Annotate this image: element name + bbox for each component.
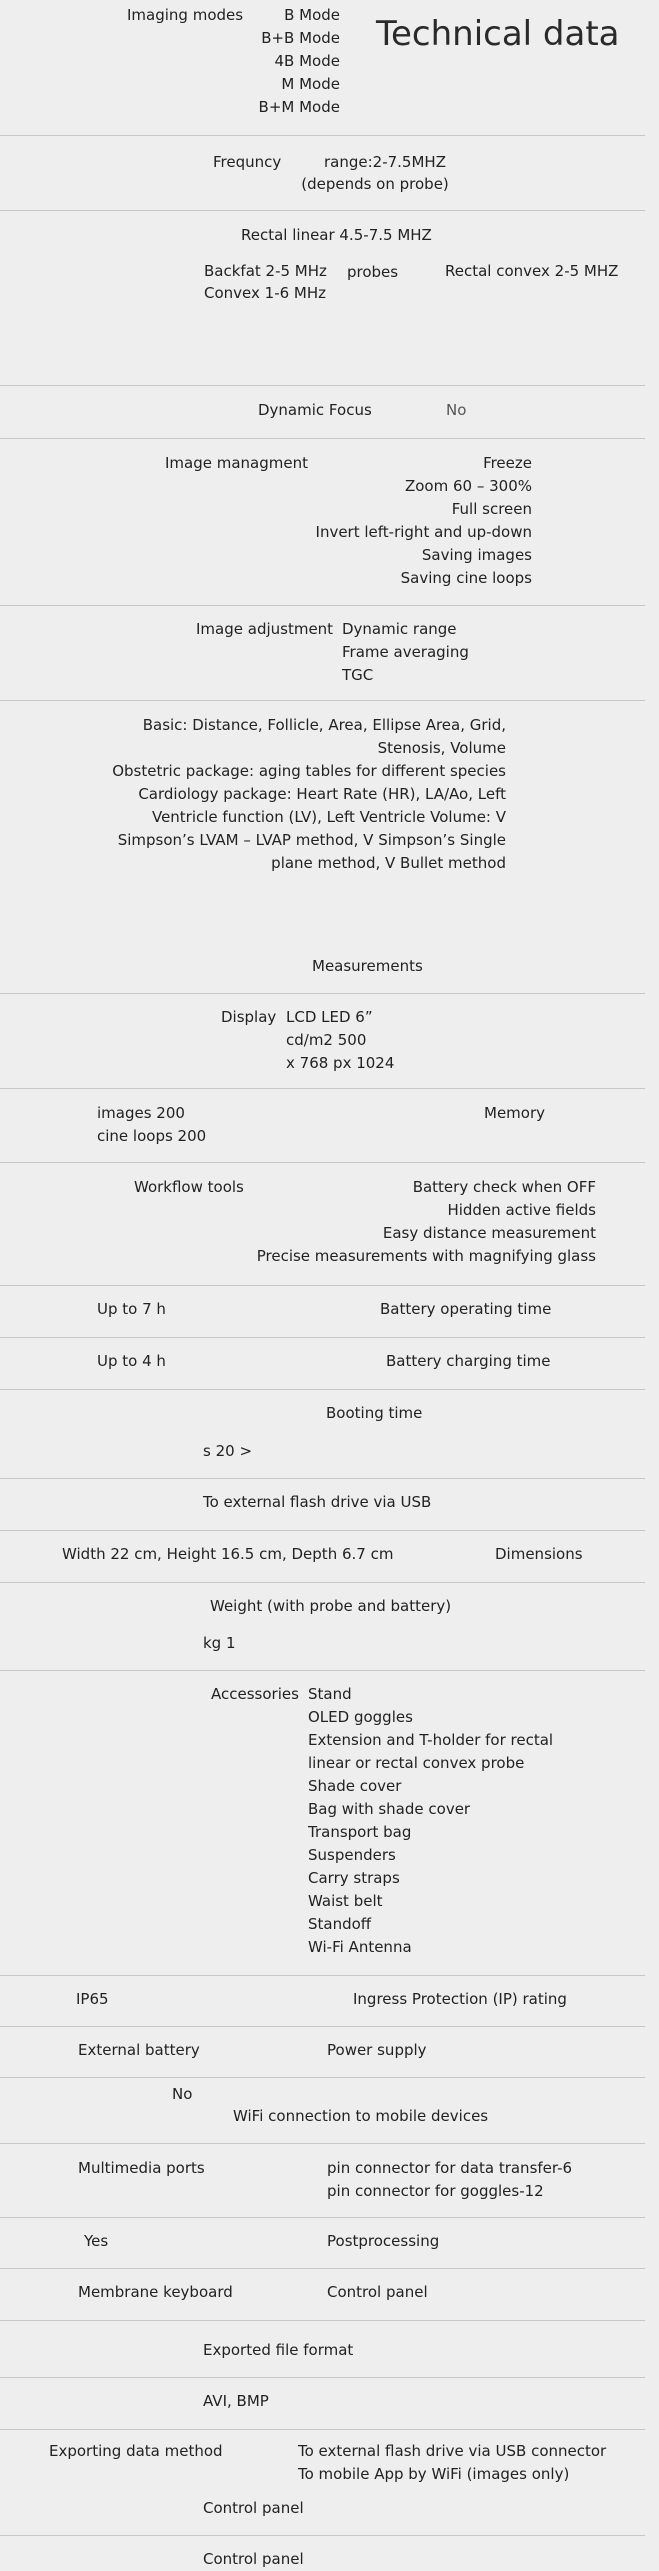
- accessory-item: linear or rectal convex probe: [308, 1754, 525, 1772]
- measurements-line: Basic: Distance, Follicle, Area, Ellipse Area, Grid,: [142, 716, 506, 734]
- display-label: Display: [221, 1008, 277, 1026]
- weight-label: Weight (with probe and battery): [210, 1597, 452, 1615]
- ip-rating-value: IP65: [76, 1990, 109, 2008]
- weight-value: kg 1: [203, 1634, 236, 1652]
- battery-charging-label: Battery charging time: [386, 1352, 551, 1370]
- display-item: cd/m2 500: [286, 1031, 367, 1049]
- divider: [0, 605, 645, 606]
- accessory-item: Waist belt: [308, 1892, 383, 1910]
- image-management-item: Zoom 60 – 300%: [404, 477, 532, 495]
- probe-rectal-linear: Rectal linear 4.5-7.5 MHZ: [241, 226, 432, 244]
- image-adjustment-list: [342, 618, 469, 687]
- frequency-note: (depends on probe): [301, 175, 449, 193]
- imaging-modes-list: [200, 4, 340, 119]
- ip-rating-label: Ingress Protection (IP) rating: [353, 1990, 567, 2008]
- image-adjustment-item: Dynamic range: [342, 620, 457, 638]
- memory-item: images 200: [97, 1104, 185, 1122]
- accessory-item: Bag with shade cover: [308, 1800, 471, 1818]
- display-item: LCD LED 6”: [286, 1008, 373, 1026]
- frequency-range: range:2-7.5MHZ: [324, 153, 446, 171]
- dimensions-label: Dimensions: [495, 1545, 583, 1563]
- memory-list: [97, 1102, 206, 1148]
- memory-item: cine loops 200: [97, 1127, 207, 1145]
- page-title: Technical data: [376, 14, 620, 54]
- measurements-line: Simpson’s LVAM – LVAP method, V Simpson’s Single: [117, 831, 506, 849]
- exporting-data-method-label: Exporting data method: [49, 2442, 223, 2460]
- multimedia-port-item: pin connector for goggles-12: [327, 2182, 544, 2200]
- workflow-tool-item: Easy distance measurement: [382, 1224, 596, 1242]
- frequency-label: Frequncy: [213, 153, 282, 171]
- workflow-tool-item: Precise measurements with magnifying glass: [256, 1247, 596, 1265]
- accessory-item: Wi-Fi Antenna: [308, 1938, 412, 1956]
- display-list: [286, 1006, 394, 1075]
- image-adjustment-item: Frame averaging: [342, 643, 469, 661]
- exporting-method-item: To external flash drive via USB connector: [298, 2442, 607, 2460]
- divider: [0, 210, 645, 211]
- exporting-method-item: To mobile App by WiFi (images only): [298, 2465, 570, 2483]
- divider: [0, 1582, 645, 1583]
- accessory-item: Carry straps: [308, 1869, 400, 1887]
- display-item: x 768 px 1024: [286, 1054, 395, 1072]
- control-panel-label: Control panel: [327, 2283, 428, 2301]
- measurements-text: [100, 714, 506, 875]
- multimedia-ports-list: [327, 2157, 572, 2203]
- multimedia-ports-label: Multimedia ports: [78, 2159, 205, 2177]
- accessory-item: Stand: [308, 1685, 352, 1703]
- battery-operating-label: Battery operating time: [380, 1300, 552, 1318]
- battery-operating-value: Up to 7 h: [97, 1300, 166, 1318]
- divider: [0, 2268, 645, 2269]
- divider: [0, 1975, 645, 1976]
- divider: [0, 2535, 645, 2536]
- divider: [0, 2143, 645, 2144]
- divider: [0, 438, 645, 439]
- accessory-item: Transport bag: [308, 1823, 412, 1841]
- booting-value: s 20 >: [203, 1442, 253, 1460]
- accessory-item: Shade cover: [308, 1777, 402, 1795]
- accessory-item: Suspenders: [308, 1846, 396, 1864]
- dynamic-focus-label: Dynamic Focus: [258, 401, 372, 419]
- divider: [0, 1162, 645, 1163]
- dynamic-focus-value: No: [446, 401, 467, 419]
- divider: [0, 700, 645, 701]
- measurements-line: Cardiology package: Heart Rate (HR), LA/Ao, Left: [138, 785, 506, 803]
- divider: [0, 2320, 645, 2321]
- multimedia-port-item: pin connector for data transfer-6: [327, 2159, 573, 2177]
- divider: [0, 993, 645, 994]
- measurements-line: Obstetric package: aging tables for different species: [112, 762, 506, 780]
- measurements-line: Stenosis, Volume: [377, 739, 506, 757]
- imaging-mode-item: B Mode: [284, 6, 340, 24]
- divider: [0, 1337, 645, 1338]
- workflow-tool-item: Battery check when OFF: [412, 1178, 596, 1196]
- imaging-modes-label: Imaging modes: [127, 6, 244, 24]
- imaging-mode-item: 4B Mode: [274, 52, 340, 70]
- image-management-item: Invert left-right and up-down: [315, 523, 532, 541]
- accessories-list: [308, 1683, 553, 1959]
- divider: [0, 385, 645, 386]
- divider: [0, 2377, 645, 2378]
- divider: [0, 1389, 645, 1390]
- accessory-item: Extension and T-holder for rectal: [308, 1731, 554, 1749]
- postprocessing-value: Yes: [84, 2232, 109, 2250]
- image-management-item: Freeze: [483, 454, 532, 472]
- postprocessing-label: Postprocessing: [327, 2232, 440, 2250]
- export-usb-value: To external flash drive via USB: [203, 1493, 432, 1511]
- memory-label: Memory: [484, 1104, 546, 1122]
- probe-rectal-convex: Rectal convex 2-5 MHZ: [445, 262, 619, 280]
- divider: [0, 2429, 645, 2430]
- image-management-item: Full screen: [451, 500, 532, 518]
- power-supply-label: Power supply: [327, 2041, 427, 2059]
- image-management-item: Saving cine loops: [400, 569, 532, 587]
- divider: [0, 2026, 645, 2027]
- imaging-mode-item: B+M Mode: [258, 98, 340, 116]
- accessory-item: Standoff: [308, 1915, 372, 1933]
- workflow-tool-item: Hidden active fields: [447, 1201, 596, 1219]
- accessory-item: OLED goggles: [308, 1708, 413, 1726]
- divider: [0, 1285, 645, 1286]
- wifi-label: WiFi connection to mobile devices: [233, 2107, 489, 2125]
- workflow-tools-list: [250, 1176, 596, 1268]
- control-panel-label-3: Control panel: [203, 2550, 304, 2568]
- wifi-value: No: [172, 2085, 193, 2103]
- probe-convex: Convex 1-6 MHz: [204, 284, 327, 302]
- divider: [0, 135, 645, 136]
- dimensions-value: Width 22 cm, Height 16.5 cm, Depth 6.7 cm: [62, 1545, 394, 1563]
- image-adjustment-item: TGC: [342, 666, 374, 684]
- accessories-label: Accessories: [211, 1685, 299, 1703]
- divider: [0, 2077, 645, 2078]
- exporting-data-method-list: [298, 2440, 606, 2486]
- imaging-mode-item: M Mode: [281, 75, 340, 93]
- divider: [0, 1530, 645, 1531]
- divider: [0, 1670, 645, 1671]
- booting-label: Booting time: [326, 1404, 423, 1422]
- exported-file-format-value: AVI, BMP: [203, 2392, 269, 2410]
- control-panel-value: Membrane keyboard: [78, 2283, 233, 2301]
- exported-file-format-label: Exported file format: [203, 2341, 354, 2359]
- measurements-line: Ventricle function (LV), Left Ventricle Volume: V: [151, 808, 506, 826]
- measurements-line: plane method, V Bullet method: [271, 854, 506, 872]
- divider: [0, 2217, 645, 2218]
- image-management-list: [300, 452, 532, 590]
- divider: [0, 1088, 645, 1089]
- control-panel-label-2: Control panel: [203, 2499, 304, 2517]
- imaging-mode-item: B+B Mode: [261, 29, 340, 47]
- power-supply-value: External battery: [78, 2041, 200, 2059]
- measurements-label: Measurements: [312, 957, 423, 975]
- image-management-label: Image managment: [165, 454, 308, 472]
- workflow-tools-label: Workflow tools: [134, 1178, 244, 1196]
- image-management-item: Saving images: [421, 546, 532, 564]
- battery-charging-value: Up to 4 h: [97, 1352, 166, 1370]
- probes-label: probes: [347, 263, 399, 281]
- divider: [0, 1478, 645, 1479]
- probe-backfat: Backfat 2-5 MHz: [204, 262, 327, 280]
- image-adjustment-label: Image adjustment: [196, 620, 334, 638]
